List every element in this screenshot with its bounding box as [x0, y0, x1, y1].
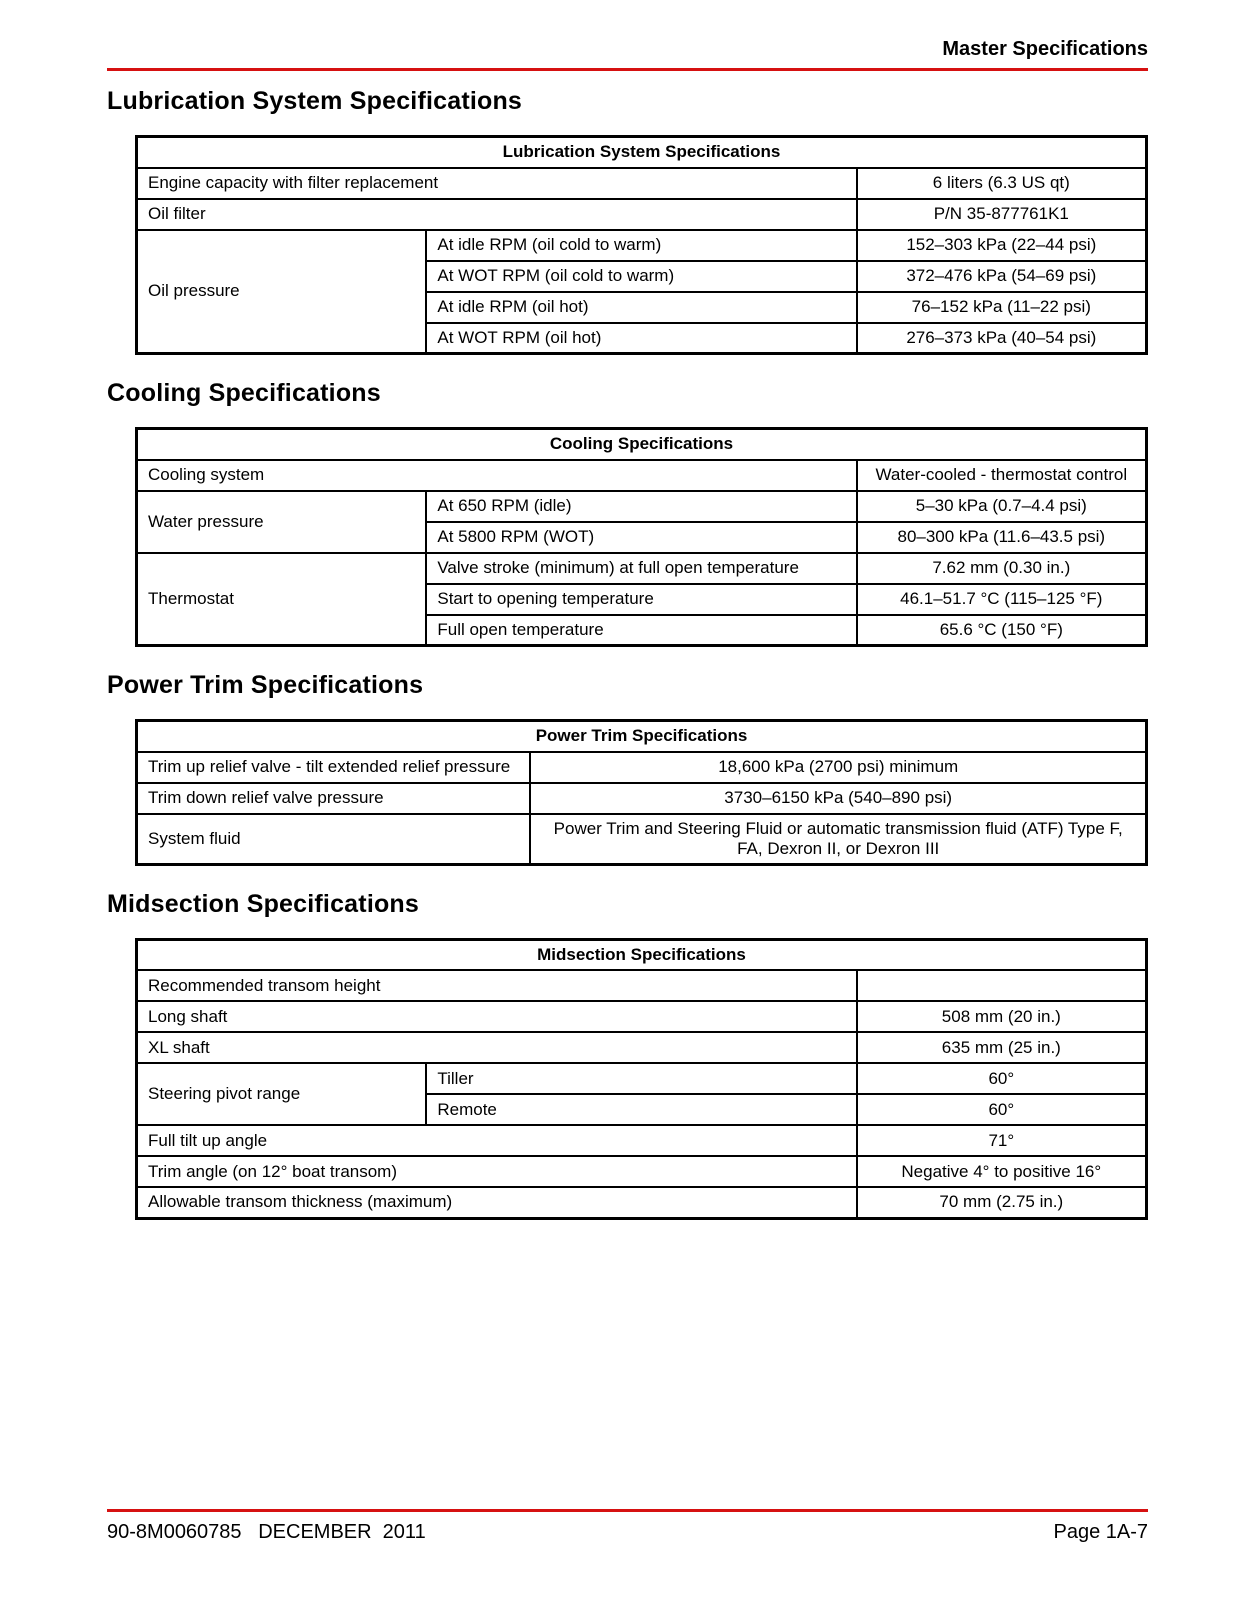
- section-heading-power-trim: Power Trim Specifications: [107, 671, 424, 699]
- table-row: [137, 1156, 1147, 1187]
- table-row: [137, 168, 1147, 199]
- spec-condition: Remote: [426, 1094, 856, 1125]
- table-row: [137, 491, 1147, 522]
- spec-label: Trim angle (on 12° boat transom): [137, 1156, 857, 1187]
- cooling-table: [135, 427, 1148, 647]
- footer-page-number: Page 1A-7: [1053, 1521, 1148, 1543]
- spec-condition: At idle RPM (oil cold to warm): [426, 230, 856, 261]
- spec-condition: At idle RPM (oil hot): [426, 292, 856, 323]
- spec-group-label: Thermostat: [137, 553, 427, 646]
- table-title: Power Trim Specifications: [137, 721, 1147, 752]
- footer-rule: [107, 1509, 1148, 1512]
- spec-group-label: Water pressure: [137, 491, 427, 553]
- spec-value: P/N 35-877761K1: [857, 199, 1147, 230]
- table-row: [137, 1187, 1147, 1218]
- table-title-row: [137, 429, 1147, 460]
- spec-value: Water-cooled - thermostat control: [857, 460, 1147, 491]
- page-header: Master Specifications: [942, 38, 1148, 60]
- table-row: [137, 1125, 1147, 1156]
- spec-value: 18,600 kPa (2700 psi) minimum: [530, 752, 1146, 783]
- spec-value: 508 mm (20 in.): [857, 1001, 1147, 1032]
- midsection-table: [135, 938, 1148, 1220]
- table-row: [137, 460, 1147, 491]
- page-footer: [107, 1509, 1148, 1544]
- spec-label: Allowable transom thickness (maximum): [137, 1187, 857, 1218]
- spec-condition: Tiller: [426, 1063, 856, 1094]
- spec-value: 65.6 °C (150 °F): [857, 615, 1147, 646]
- spec-label: Long shaft: [137, 1001, 857, 1032]
- table-row: [137, 752, 1147, 783]
- footer-document-number: 90-8M0060785 DECEMBER 2011: [107, 1521, 426, 1543]
- spec-label: XL shaft: [137, 1032, 857, 1063]
- spec-value: [857, 970, 1147, 1001]
- spec-value: 76–152 kPa (11–22 psi): [857, 292, 1147, 323]
- table-title: Cooling Specifications: [137, 429, 1147, 460]
- table-row: [137, 199, 1147, 230]
- spec-label: Cooling system: [137, 460, 857, 491]
- spec-condition: Full open temperature: [426, 615, 856, 646]
- spec-value: Power Trim and Steering Fluid or automatic transmission fluid (ATF) Type F, FA, Dexron II, or Dexron III: [530, 814, 1146, 865]
- table-row: [137, 1063, 1147, 1094]
- spec-value: 372–476 kPa (54–69 psi): [857, 261, 1147, 292]
- spec-label: Full tilt up angle: [137, 1125, 857, 1156]
- spec-label: Oil filter: [137, 199, 857, 230]
- spec-value: 46.1–51.7 °C (115–125 °F): [857, 584, 1147, 615]
- spec-value: 6 liters (6.3 US qt): [857, 168, 1147, 199]
- spec-condition: Start to opening temperature: [426, 584, 856, 615]
- spec-label: Trim up relief valve - tilt extended relief pressure: [137, 752, 531, 783]
- spec-label: System fluid: [137, 814, 531, 865]
- spec-value: 60°: [857, 1063, 1147, 1094]
- spec-value: 80–300 kPa (11.6–43.5 psi): [857, 522, 1147, 553]
- table-title-row: [137, 137, 1147, 168]
- spec-condition: Valve stroke (minimum) at full open temperature: [426, 553, 856, 584]
- spec-value: 635 mm (25 in.): [857, 1032, 1147, 1063]
- table-title-row: [137, 939, 1147, 970]
- section-heading-midsection: Midsection Specifications: [107, 889, 420, 918]
- spec-condition: At WOT RPM (oil cold to warm): [426, 261, 856, 292]
- table-row: [137, 814, 1147, 865]
- power-trim-table: [135, 719, 1148, 866]
- spec-value: 3730–6150 kPa (540–890 psi): [530, 783, 1146, 814]
- spec-value: 70 mm (2.75 in.): [857, 1187, 1147, 1218]
- section-heading-cooling: Cooling Specifications: [107, 379, 381, 407]
- spec-value: Negative 4° to positive 16°: [857, 1156, 1147, 1187]
- spec-group-label: Oil pressure: [137, 230, 427, 354]
- table-title: Lubrication System Specifications: [137, 137, 1147, 168]
- table-title: Midsection Specifications: [137, 939, 1147, 970]
- table-row: [137, 230, 1147, 261]
- spec-label: Trim down relief valve pressure: [137, 783, 531, 814]
- spec-group-label: Steering pivot range: [137, 1063, 427, 1125]
- lubrication-table: [135, 135, 1148, 355]
- section-heading-lubrication: Lubrication System Specifications: [107, 87, 523, 115]
- spec-condition: At 5800 RPM (WOT): [426, 522, 856, 553]
- spec-condition: At WOT RPM (oil hot): [426, 323, 856, 354]
- spec-value: 5–30 kPa (0.7–4.4 psi): [857, 491, 1147, 522]
- spec-label: Engine capacity with filter replacement: [137, 168, 857, 199]
- table-row: [137, 1001, 1147, 1032]
- table-row: [137, 783, 1147, 814]
- spec-value: 152–303 kPa (22–44 psi): [857, 230, 1147, 261]
- table-row: [137, 1032, 1147, 1063]
- table-row: [137, 553, 1147, 584]
- table-row: [137, 970, 1147, 1001]
- table-title-row: [137, 721, 1147, 752]
- spec-value: 7.62 mm (0.30 in.): [857, 553, 1147, 584]
- spec-label: Recommended transom height: [137, 970, 857, 1001]
- header-rule: [107, 68, 1148, 71]
- spec-condition: At 650 RPM (idle): [426, 491, 856, 522]
- spec-value: 276–373 kPa (40–54 psi): [857, 323, 1147, 354]
- spec-value: 60°: [857, 1094, 1147, 1125]
- spec-value: 71°: [857, 1125, 1147, 1156]
